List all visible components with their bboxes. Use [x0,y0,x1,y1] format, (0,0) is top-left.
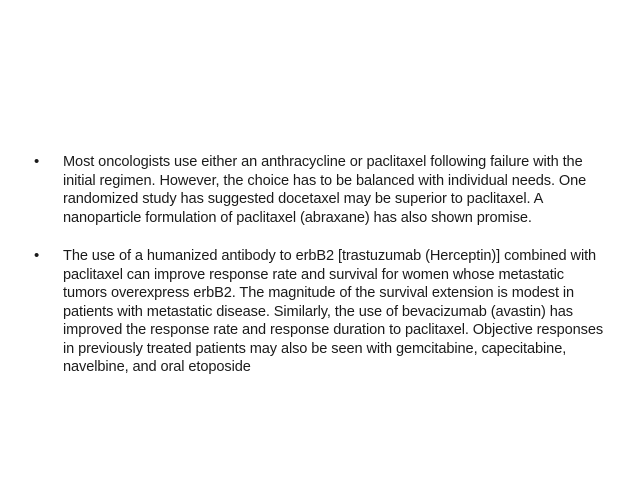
bullet-text-2: The use of a humanized antibody to erbB2 [trastuzumab (Herceptin)] combined with paclitaxel can improve response rate and survival for women whose metastatic tumors overexpress erbB2. The magnitude of the survival extension is modest in patients with metastatic disease. Similarly, the use of bevacizumab (avastin) has improved the response rate and response duration to paclitaxel. Objective responses in previously treated patients may also be seen with gemcitabine, capecitabine, navelbine, and oral etoposide [63,248,604,375]
bullet-text-1: Most oncologists use either an anthracycline or paclitaxel following failure with the initial regimen. However, the choice has to be balanced with individual needs. One randomized study has suggested docetaxel may be superior to paclitaxel. A nanoparticle formulation of paclitaxel (abraxane) has also shown promise. [63,154,587,226]
bullet-item-1 [34,153,606,227]
bullet-list [34,153,606,397]
bullet-marker: • [34,247,40,264]
bullet-marker: • [34,153,40,170]
bullet-item-2 [34,247,606,377]
